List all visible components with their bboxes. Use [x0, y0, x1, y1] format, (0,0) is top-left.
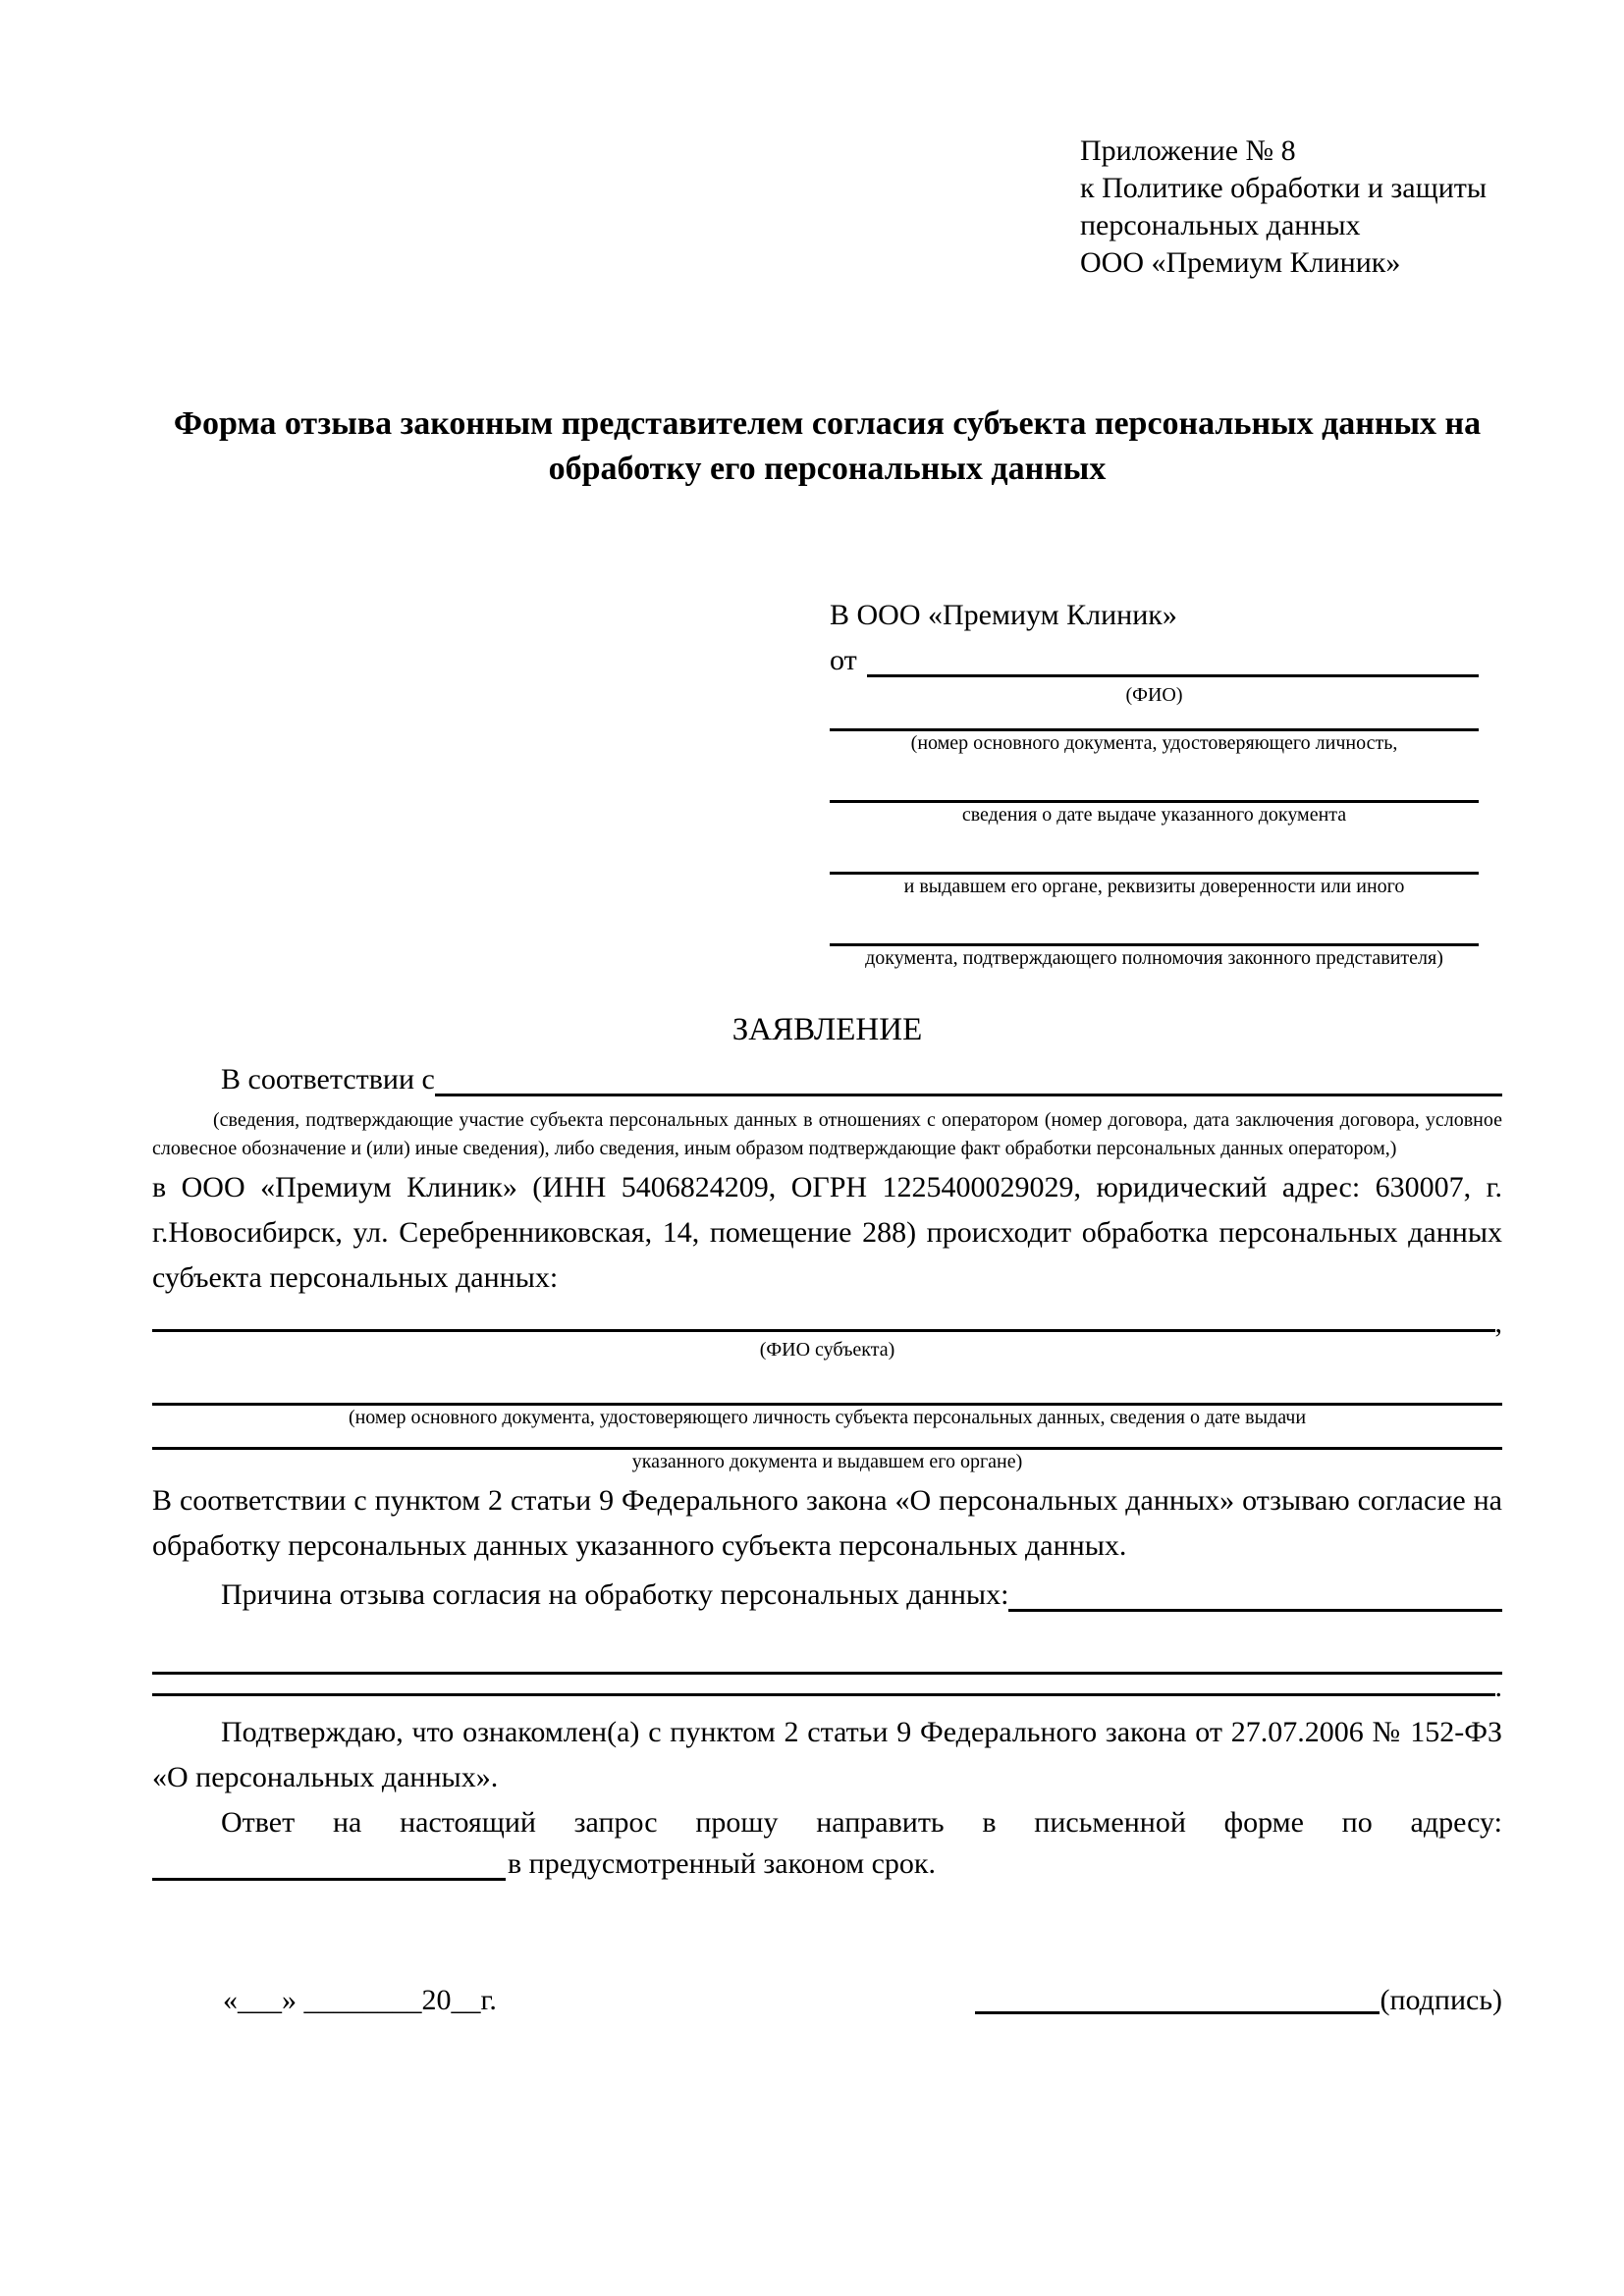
accordance-row	[152, 1055, 1502, 1102]
field-caption: сведения о дате выдаче указанного документа	[961, 804, 1347, 826]
document-title: Форма отзыва законным представителем согласия субъекта персональных данных на обработку его персональных данных	[173, 405, 1482, 487]
subject-doc-caption-2: указанного документа и выдавшем его органе)	[631, 1451, 1023, 1472]
signature-caption: (подпись)	[1380, 1984, 1502, 2016]
reason-row-3	[152, 1671, 1502, 1703]
reply-address-blank-line	[152, 1878, 506, 1881]
operator-paragraph: в ООО «Премиум Клиник» (ИНН 5406824209, ОГРН 1225400029029, юридический адрес: 630007, г. г.Новосибирск, ул. Серебренниковская, 14, помещение 288) происходит обработка персональных данных субъекта персональных данных:	[152, 1171, 1502, 1294]
confirm-paragraph: Подтверждаю, что ознакомлен(а) с пунктом 2 статьи 9 Федерального закона от 27.07.2006 № 152-ФЗ «О персональных данных».	[152, 1716, 1502, 1793]
from-blank-line	[867, 674, 1479, 677]
signature-blank-line	[975, 2011, 1380, 2014]
date-line: «___» ________20__г.	[223, 1984, 497, 2016]
appendix-note	[1080, 133, 1502, 282]
reason-label: Причина отзыва согласия на обработку персональных данных:	[221, 1578, 1009, 1611]
withdrawal-paragraph: В соответствии с пунктом 2 статьи 9 Федерального закона «О персональных данных» отзываю согласие на обработку персональных данных указанного субъекта персональных данных.	[152, 1484, 1502, 1562]
subject-fio-row	[152, 1307, 1502, 1339]
subject-doc-blank-line-2	[152, 1430, 1502, 1450]
field-caption: документа, подтверждающего полномочия законного представителя)	[865, 947, 1443, 969]
appendix-note-line: ООО «Премиум Клиник»	[1080, 246, 1401, 279]
statement-heading: ЗАЯВЛЕНИЕ	[731, 1012, 923, 1047]
from-label: от	[830, 644, 857, 676]
appendix-note-line: к Политике обработки и защиты	[1080, 172, 1488, 204]
fio-caption: (ФИО)	[1125, 684, 1183, 706]
reason-blank-line-3	[152, 1693, 1495, 1696]
footer-row	[152, 1981, 1502, 2020]
comma-mark: ,	[1494, 1307, 1502, 1339]
subject-doc-blank-line	[152, 1362, 1502, 1406]
field-caption: и выдавшем его органе, реквизиты доверенности или иного	[903, 876, 1405, 897]
period-mark: .	[1494, 1671, 1502, 1703]
subject-doc-caption-1: (номер основного документа, удостоверяющего личность субъекта персональных данных, сведения о дате выдачи	[348, 1407, 1307, 1428]
appendix-note-line: персональных данных	[1080, 209, 1361, 241]
blank-line	[830, 708, 1479, 731]
reply-address-row	[152, 1845, 1502, 1887]
reply-tail: в предусмотренный законом срок.	[508, 1847, 936, 1880]
appendix-note-line: Приложение № 8	[1080, 134, 1296, 167]
subject-fio-blank-line	[152, 1329, 1495, 1332]
field-caption: (номер основного документа, удостоверяющего личность,	[910, 732, 1398, 754]
subject-fio-caption: (ФИО субъекта)	[759, 1339, 895, 1361]
reason-row	[152, 1571, 1502, 1618]
blank-line	[830, 828, 1479, 875]
reason-blank-line	[1008, 1609, 1502, 1612]
addressee-to: В ООО «Премиум Клиник»	[830, 599, 1177, 631]
addressee-block	[830, 593, 1479, 971]
blank-line	[830, 756, 1479, 803]
signature-block	[975, 1981, 1502, 2020]
reply-paragraph: Ответ на настоящий запрос прошу направить в письменной форме по адресу:	[221, 1806, 1502, 1839]
blank-line	[830, 899, 1479, 946]
fine-print-note: (сведения, подтверждающие участие субъекта персональных данных в отношениях с оператором (номер договора, дата заключения договора, условное словесное обозначение и (или) иные сведения), либо сведения, иным образом подтверждающие факт обработки персональных данных оператором,)	[152, 1109, 1502, 1159]
accordance-blank-line	[435, 1094, 1502, 1096]
accordance-label: В соответствии с	[221, 1063, 435, 1095]
from-row	[830, 638, 1479, 683]
reason-blank-line-2	[152, 1618, 1502, 1675]
